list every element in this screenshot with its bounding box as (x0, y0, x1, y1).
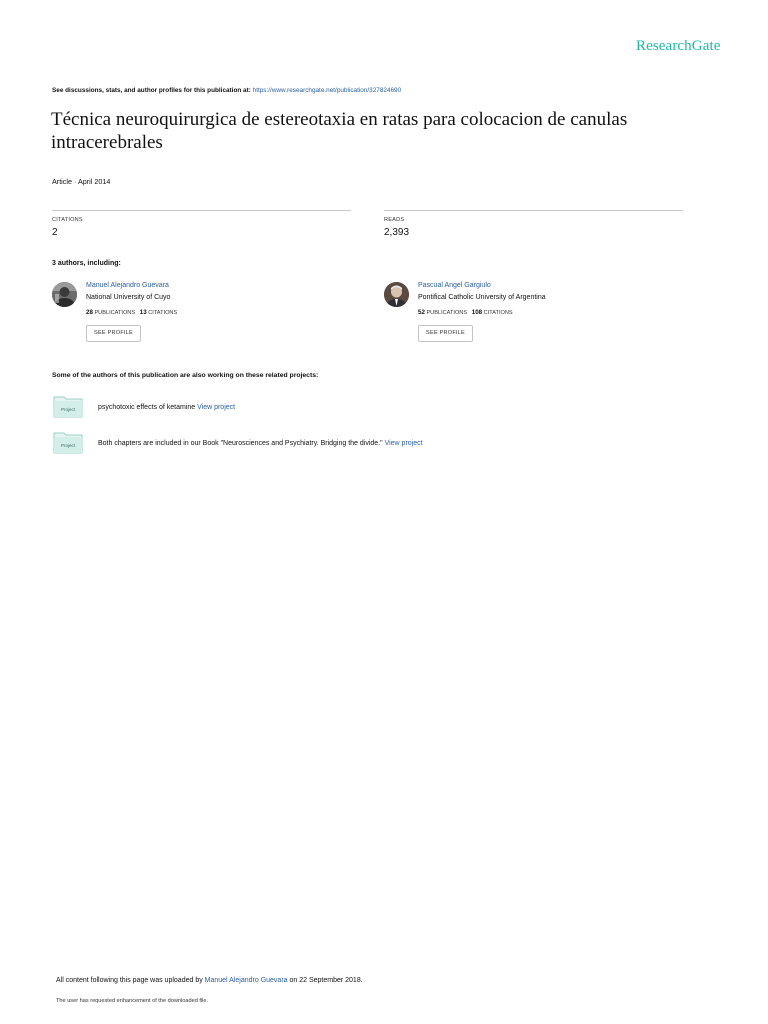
publication-title: Técnica neuroquirurgica de estereotaxia en ratas para colocacion de canulas intracerebrales (51, 109, 628, 153)
project-item (98, 404, 235, 411)
author-institution: Pontifical Catholic University of Argentina (418, 294, 546, 301)
upload-info (56, 977, 363, 984)
see-profile-button[interactable]: SEE PROFILE (86, 325, 141, 342)
citations-value: 2 (52, 227, 58, 238)
publication-meta: Article · April 2014 (52, 177, 111, 186)
author-publications-label: PUBLICATIONS (426, 310, 468, 316)
authors-heading: 3 authors, including: (52, 260, 121, 267)
project-description: psychotoxic effects of ketamine (98, 404, 198, 411)
author-publications-count: 28 (86, 309, 93, 316)
author-publications-count: 52 (418, 309, 425, 316)
author-avatar[interactable] (384, 282, 409, 307)
author-name-link[interactable]: Manuel Alejandro Guevara (86, 282, 169, 289)
project-folder-icon (53, 432, 83, 454)
publication-url-link[interactable]: https://www.researchgate.net/publication/327824690 (252, 87, 402, 94)
project-icon-label: Project (60, 443, 76, 448)
citations-label: CITATIONS (52, 217, 83, 223)
view-project-link[interactable]: View project (197, 404, 236, 411)
author-stats (86, 309, 177, 316)
upload-suffix: on 22 September 2018. (287, 977, 363, 984)
related-projects-heading: Some of the authors of this publication are also working on these related projects: (52, 372, 319, 379)
author-citations-count: 108 (471, 309, 483, 316)
reads-label: READS (384, 217, 405, 223)
author-publications-label: PUBLICATIONS (94, 310, 136, 316)
project-description: Both chapters are included in our Book "Neurosciences and Psychiatry. Bridging the divide." (98, 440, 385, 447)
author-avatar[interactable] (52, 282, 77, 307)
author-stats (418, 309, 513, 316)
citations-divider (52, 210, 351, 211)
author-citations-count: 13 (139, 309, 147, 316)
see-profile-button[interactable]: SEE PROFILE (418, 325, 473, 342)
reads-value: 2,393 (384, 227, 410, 238)
see-discussions-text: See discussions, stats, and author profiles for this publication at: (52, 87, 253, 94)
see-discussions-line (52, 87, 401, 94)
author-name-link[interactable]: Pascual Angel Gargiulo (418, 282, 491, 289)
view-project-link[interactable]: View project (384, 440, 423, 447)
author-citations-label: CITATIONS (483, 310, 513, 316)
reads-divider (384, 210, 683, 211)
project-folder-icon (53, 396, 83, 418)
project-icon-label: Project (60, 407, 76, 412)
person-photo-icon (384, 282, 409, 307)
author-citations-label: CITATIONS (148, 310, 178, 316)
researchgate-logo[interactable]: ResearchGate (636, 38, 721, 54)
person-photo-icon (52, 282, 77, 307)
author-institution: National University of Cuyo (86, 294, 171, 301)
project-item (98, 440, 423, 447)
enhancement-note: The user has requested enhancement of the downloaded file. (56, 998, 209, 1004)
uploader-link[interactable]: Manuel Alejandro Guevara (204, 977, 288, 984)
upload-prefix: All content following this page was uploaded by (56, 977, 205, 984)
